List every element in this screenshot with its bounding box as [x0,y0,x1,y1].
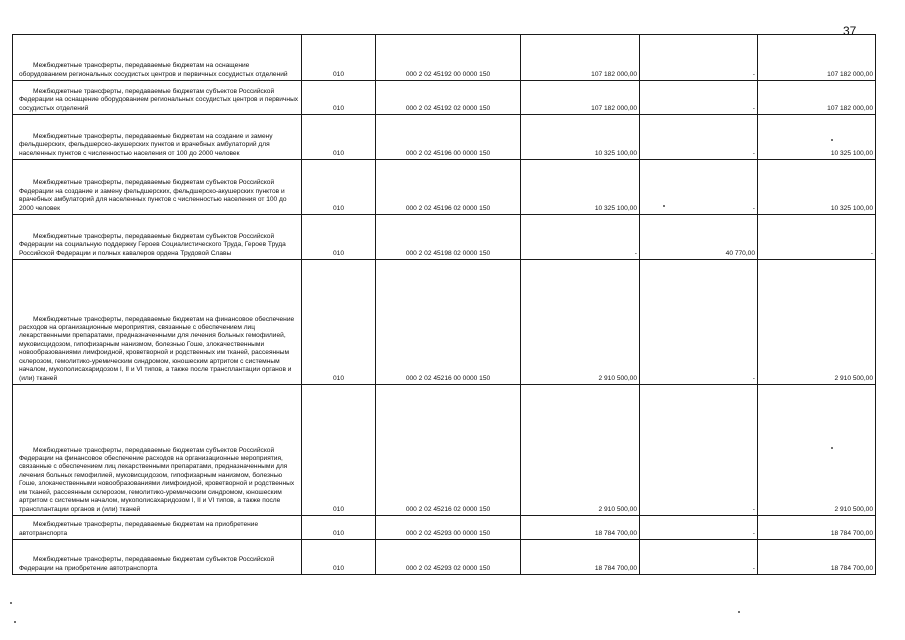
table-row [13,215,876,260]
row-code-text: 010 [332,505,344,513]
row-unexecuted-text: - [870,249,873,257]
row-unexecuted-text: 10 325 100,00 [830,204,873,212]
row-name-text: Межбюджетные трансферты, передаваемые бюджетам субъектов Российской Федерации на финансовое обеспечение расходов на организационные мероприятия, связанные с обеспечением лиц лекарственными препаратами, предназначенными для лечения больных гемофилией, муковисцидозом, гипофизарным нанизмом, болезнью Гоше, злокачественными новообразованиями лимфоидной, кроветворной и родственных им тканей, рассеянным склерозом, гемолитико-уремическим синдромом, юношеским артритом с системным началом, мукополисахаридозом I, II и VI типов, а также после трансплантации органов и (или) тканей [19,446,295,513]
row-budget-code [376,81,521,115]
row-approved-text: 10 325 100,00 [594,149,637,157]
row-budget-code-text: 000 2 02 45198 02 0000 150 [405,249,491,257]
table-row [13,160,876,215]
row-budget-code [376,260,521,385]
row-budget-code [376,540,521,575]
row-approved [521,160,640,215]
row-code-text: 010 [332,104,344,112]
scan-speck [738,611,740,613]
row-approved [521,81,640,115]
row-name-text: Межбюджетные трансферты, передаваемые бюджетам на финансовое обеспечение расходов на организационные мероприятия, связанные с обеспечением лиц лекарственными препаратами, предназначенными для лечения больных гемофилией, муковисцидозом, гипофизарным нанизмом, болезнью Гоше, злокачественными новообразованиями лимфоидной, кроветворной и родственных им тканей, рассеянным склерозом, гемолитико-уремическим синдромом, юношеским артритом с системным началом, мукополисахаридозом I, II и VI типов, а также после трансплантации органов и (или) тканей [19,315,295,382]
row-executed [640,115,758,160]
table-row [13,35,876,81]
row-approved-text: 107 182 000,00 [591,104,637,112]
row-executed-text: - [752,529,755,537]
row-unexecuted-text: 10 325 100,00 [830,149,873,157]
row-name [13,385,302,516]
row-name-text: Межбюджетные трансферты, передаваемые бюджетам на приобретение автотранспорта [19,521,259,537]
row-approved-text: 107 182 000,00 [591,70,637,78]
row-approved-text: 2 910 500,00 [598,505,637,513]
row-executed-text: - [752,204,755,212]
row-executed [640,385,758,516]
row-code-text: 010 [332,70,344,78]
row-executed-text: - [752,104,755,112]
row-budget-code-text: 000 2 02 45293 02 0000 150 [405,564,491,572]
row-name-text: Межбюджетные трансферты, передаваемые бюджетам субъектов Российской Федерации на оснащение оборудованием региональных сосудистых центров и первичных сосудистых отделений [19,87,299,112]
table-row [13,260,876,385]
row-approved [521,260,640,385]
row-executed [640,516,758,540]
row-executed-text: - [752,374,755,382]
scan-speck [831,139,833,141]
row-unexecuted-text: 18 784 700,00 [830,529,873,537]
row-budget-code-text: 000 2 02 45192 00 0000 150 [405,70,491,78]
row-budget-code [376,385,521,516]
row-approved [521,115,640,160]
row-name-text: Межбюджетные трансферты, передаваемые бюджетам субъектов Российской Федерации на приобретение автотранспорта [19,556,275,572]
row-name [13,160,302,215]
row-code [302,35,376,81]
scan-speck [831,447,833,449]
page-number: 37 [843,24,857,38]
row-executed-text: - [752,70,755,78]
row-code [302,115,376,160]
row-approved-text: 10 325 100,00 [594,204,637,212]
row-budget-code [376,35,521,81]
row-approved [521,215,640,260]
row-code [302,81,376,115]
row-executed-text: 40 770,00 [725,249,755,257]
row-unexecuted-text: 2 910 500,00 [834,374,873,382]
row-budget-code-text: 000 2 02 45196 00 0000 150 [405,149,491,157]
table-row [13,516,876,540]
budget-table [12,34,876,575]
row-approved [521,385,640,516]
row-unexecuted [758,385,876,516]
row-code-text: 010 [332,149,344,157]
row-budget-code [376,516,521,540]
row-approved-text: 18 784 700,00 [594,564,637,572]
row-approved [521,35,640,81]
row-unexecuted [758,115,876,160]
row-budget-code-text: 000 2 02 45196 02 0000 150 [405,204,491,212]
row-approved-text: 18 784 700,00 [594,529,637,537]
row-executed [640,160,758,215]
row-budget-code-text: 000 2 02 45216 00 0000 150 [405,374,491,382]
scan-speck [10,602,12,604]
row-unexecuted-text: 107 182 000,00 [827,70,873,78]
row-budget-code-text: 000 2 02 45293 00 0000 150 [405,529,491,537]
row-code-text: 010 [332,374,344,382]
row-approved-text: 2 910 500,00 [598,374,637,382]
row-budget-code-text: 000 2 02 45192 02 0000 150 [405,104,491,112]
row-code [302,516,376,540]
row-executed-text: - [752,505,755,513]
table-row [13,540,876,575]
row-name-text: Межбюджетные трансферты, передаваемые бюджетам на создание и замену фельдшерских, фельдшерско-акушерских пунктов и врачебных амбулаторий для населенных пунктов с численностью населения от 100 до 2000 человек [19,132,273,157]
row-unexecuted [758,540,876,575]
row-code-text: 010 [332,564,344,572]
row-code [302,260,376,385]
row-name [13,81,302,115]
row-name-text: Межбюджетные трансферты, передаваемые бюджетам субъектов Российской Федерации на создание и замену фельдшерских, фельдшерско-акушерских пунктов и врачебных амбулаторий для населенных пунктов с численностью населения от 100 до 2000 человек [19,179,287,212]
row-code [302,385,376,516]
row-code [302,215,376,260]
row-approved-text: - [634,249,637,257]
row-executed [640,35,758,81]
table-row [13,115,876,160]
row-executed [640,215,758,260]
row-unexecuted [758,516,876,540]
row-unexecuted [758,160,876,215]
row-unexecuted [758,81,876,115]
row-code-text: 010 [332,249,344,257]
row-unexecuted [758,260,876,385]
row-executed [640,260,758,385]
row-approved [521,516,640,540]
row-name [13,540,302,575]
row-unexecuted-text: 18 784 700,00 [830,564,873,572]
row-unexecuted [758,215,876,260]
table-row [13,81,876,115]
row-budget-code-text: 000 2 02 45216 02 0000 150 [405,505,491,513]
row-code-text: 010 [332,529,344,537]
row-name-text: Межбюджетные трансферты, передаваемые бюджетам субъектов Российской Федерации на социальную поддержку Героев Социалистического Труда, Героев Труда Российской Федерации и полных кавалеров ордена Трудовой Славы [19,232,286,257]
row-unexecuted-text: 2 910 500,00 [834,505,873,513]
table-row [13,385,876,516]
row-executed-text: - [752,149,755,157]
row-executed [640,540,758,575]
row-name [13,115,302,160]
row-budget-code [376,115,521,160]
row-code-text: 010 [332,204,344,212]
row-name-text: Межбюджетные трансферты, передаваемые бюджетам на оснащение оборудованием региональных сосудистых центров и первичных сосудистых отделений [19,62,288,78]
row-name [13,215,302,260]
row-code [302,540,376,575]
row-name [13,260,302,385]
row-name [13,516,302,540]
row-name [13,35,302,81]
row-budget-code [376,160,521,215]
row-executed [640,81,758,115]
row-unexecuted-text: 107 182 000,00 [827,104,873,112]
row-approved [521,540,640,575]
row-budget-code [376,215,521,260]
row-executed-text: - [752,564,755,572]
row-code [302,160,376,215]
table-body [13,35,876,575]
scan-speck [663,205,665,207]
scan-speck [14,621,16,623]
row-unexecuted [758,35,876,81]
